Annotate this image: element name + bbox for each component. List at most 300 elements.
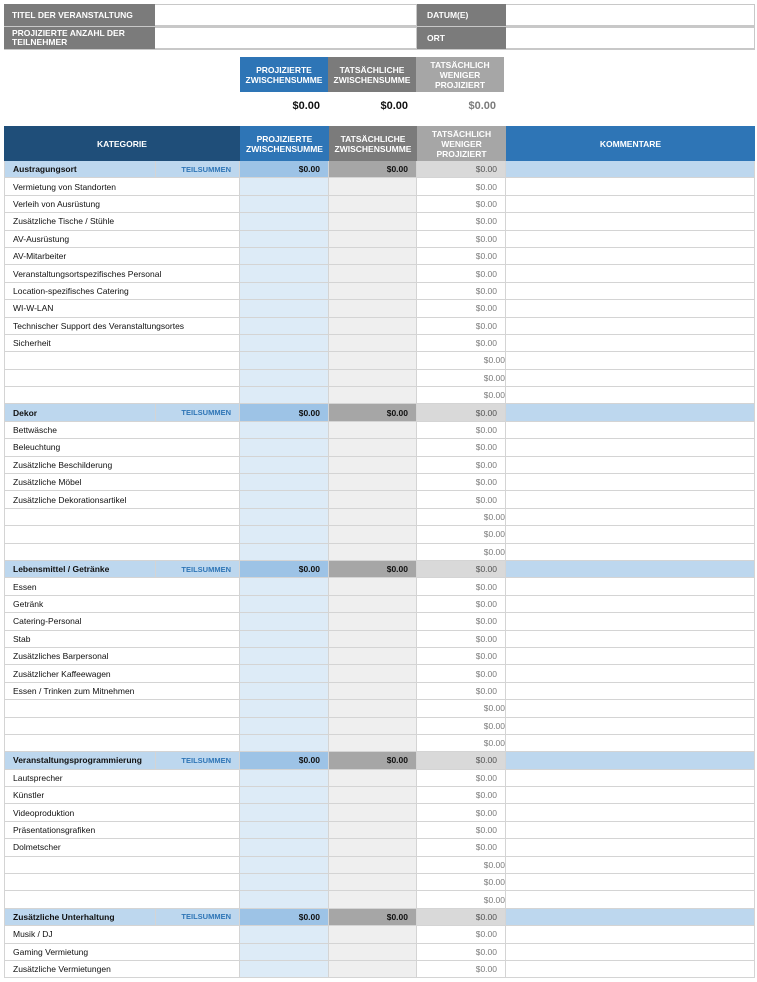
section-row: [4, 909, 755, 926]
item-category-cell[interactable]: Verleih von Ausrüstung: [4, 196, 240, 213]
item-comment-cell[interactable]: [506, 265, 755, 282]
event-header: [4, 4, 755, 50]
event-title-label: TITEL DER VERANSTALTUNG: [4, 4, 155, 26]
item-diff-cell: $0.00: [417, 265, 506, 282]
item-diff-cell: $0.00: [417, 544, 506, 561]
section-category-cell: [4, 752, 240, 769]
item-comment-cell[interactable]: [506, 874, 755, 891]
item-comment-cell[interactable]: [506, 787, 755, 804]
item-projected-cell[interactable]: [240, 318, 329, 335]
item-diff-cell: $0.00: [417, 926, 506, 943]
section-row: [4, 404, 755, 421]
item-category-cell[interactable]: Getränk: [4, 596, 240, 613]
col-category: KATEGORIE: [4, 126, 240, 161]
item-comment-cell[interactable]: [506, 718, 755, 735]
table-row: [4, 596, 755, 613]
item-diff-cell: $0.00: [417, 596, 506, 613]
summary-header: [240, 57, 504, 92]
item-actual-cell[interactable]: [329, 352, 417, 369]
table-row: [4, 926, 755, 943]
summary-diff-label: TATSÄCHLICH WENIGER PROJIZIERT: [416, 57, 504, 92]
table-row: [4, 352, 755, 369]
item-category-cell[interactable]: Zusätzliches Barpersonal: [4, 648, 240, 665]
item-actual-cell[interactable]: [329, 926, 417, 943]
table-row: [4, 944, 755, 961]
section-diff-subtotal: $0.00: [417, 161, 506, 178]
attendees-label: PROJIZIERTE ANZAHL DER TEILNEHMER: [4, 27, 155, 49]
item-actual-cell[interactable]: [329, 213, 417, 230]
section-diff-subtotal: $0.00: [417, 909, 506, 926]
item-comment-cell[interactable]: [506, 613, 755, 630]
table-row: [4, 804, 755, 821]
item-category-cell[interactable]: [4, 526, 240, 543]
date-label: DATUM(E): [417, 4, 506, 26]
table-row: [4, 735, 755, 752]
item-category-cell[interactable]: Musik / DJ: [4, 926, 240, 943]
table-row: [4, 248, 755, 265]
item-category-cell[interactable]: Zusätzliche Tische / Stühle: [4, 213, 240, 230]
table-row: [4, 787, 755, 804]
section-name: Dekor: [13, 407, 38, 418]
section-projected-subtotal: $0.00: [240, 752, 329, 769]
item-category-cell[interactable]: AV-Mitarbeiter: [4, 248, 240, 265]
table-row: [4, 439, 755, 456]
table-row: [4, 700, 755, 717]
item-category-cell[interactable]: Videoproduktion: [4, 804, 240, 821]
item-comment-cell[interactable]: [506, 683, 755, 700]
subtotal-label: TEILSUMMEN: [155, 161, 231, 177]
item-diff-cell: $0.00: [417, 509, 506, 526]
item-actual-cell[interactable]: [329, 665, 417, 682]
item-projected-cell[interactable]: [240, 787, 329, 804]
subtotal-label: TEILSUMMEN: [155, 909, 231, 925]
section-comment-cell[interactable]: [506, 161, 755, 178]
item-projected-cell[interactable]: [240, 526, 329, 543]
item-comment-cell[interactable]: [506, 491, 755, 508]
item-projected-cell[interactable]: [240, 891, 329, 908]
item-projected-cell[interactable]: [240, 839, 329, 856]
table-row: [4, 335, 755, 352]
item-diff-cell: $0.00: [417, 857, 506, 874]
table-row: [4, 857, 755, 874]
item-actual-cell[interactable]: [329, 770, 417, 787]
item-actual-cell[interactable]: [329, 648, 417, 665]
item-comment-cell[interactable]: [506, 648, 755, 665]
item-comment-cell[interactable]: [506, 665, 755, 682]
item-category-cell[interactable]: WI-W-LAN: [4, 300, 240, 317]
table-header: [4, 126, 755, 161]
table-row: [4, 648, 755, 665]
item-actual-cell[interactable]: [329, 300, 417, 317]
col-comments: KOMMENTARE: [506, 126, 755, 161]
item-projected-cell[interactable]: [240, 231, 329, 248]
section-projected-subtotal: $0.00: [240, 161, 329, 178]
date-input[interactable]: [506, 4, 755, 26]
table-row: [4, 491, 755, 508]
item-projected-cell[interactable]: [240, 457, 329, 474]
subtotal-label: TEILSUMMEN: [155, 404, 231, 420]
item-projected-cell[interactable]: [240, 248, 329, 265]
item-actual-cell[interactable]: [329, 231, 417, 248]
item-projected-cell[interactable]: [240, 370, 329, 387]
item-comment-cell[interactable]: [506, 335, 755, 352]
item-projected-cell[interactable]: [240, 474, 329, 491]
item-diff-cell: $0.00: [417, 352, 506, 369]
col-projected: PROJIZIERTE ZWISCHENSUMME: [240, 126, 329, 161]
item-diff-cell: $0.00: [417, 196, 506, 213]
item-projected-cell[interactable]: [240, 196, 329, 213]
table-row: [4, 474, 755, 491]
section-comment-cell[interactable]: [506, 752, 755, 769]
item-actual-cell[interactable]: [329, 944, 417, 961]
item-projected-cell[interactable]: [240, 700, 329, 717]
item-diff-cell: $0.00: [417, 526, 506, 543]
item-projected-cell[interactable]: [240, 665, 329, 682]
item-actual-cell[interactable]: [329, 457, 417, 474]
table-row: [4, 631, 755, 648]
item-projected-cell[interactable]: [240, 265, 329, 282]
item-diff-cell: $0.00: [417, 387, 506, 404]
item-actual-cell[interactable]: [329, 804, 417, 821]
item-comment-cell[interactable]: [506, 231, 755, 248]
item-projected-cell[interactable]: [240, 335, 329, 352]
item-actual-cell[interactable]: [329, 700, 417, 717]
section-category-cell: [4, 404, 240, 421]
item-category-cell[interactable]: Veranstaltungsortspezifisches Personal: [4, 265, 240, 282]
section-name: Veranstaltungsprogrammierung: [13, 755, 142, 766]
item-comment-cell[interactable]: [506, 804, 755, 821]
item-projected-cell[interactable]: [240, 422, 329, 439]
summary-actual-value: $0.00: [380, 100, 408, 112]
item-projected-cell[interactable]: [240, 648, 329, 665]
item-actual-cell[interactable]: [329, 335, 417, 352]
header-row-1: [4, 4, 755, 27]
table-row: [4, 578, 755, 595]
item-actual-cell[interactable]: [329, 196, 417, 213]
item-category-cell[interactable]: [4, 387, 240, 404]
item-comment-cell[interactable]: [506, 178, 755, 195]
section-diff-subtotal: $0.00: [417, 404, 506, 421]
item-projected-cell[interactable]: [240, 352, 329, 369]
budget-table: [4, 126, 755, 978]
item-actual-cell[interactable]: [329, 891, 417, 908]
item-projected-cell[interactable]: [240, 178, 329, 195]
table-row: [4, 613, 755, 630]
table-row: [4, 265, 755, 282]
item-projected-cell[interactable]: [240, 300, 329, 317]
section-name: Zusätzliche Unterhaltung: [13, 911, 115, 922]
item-projected-cell[interactable]: [240, 213, 329, 230]
location-label: ORT: [417, 27, 506, 49]
table-row: [4, 544, 755, 561]
item-comment-cell[interactable]: [506, 596, 755, 613]
item-category-cell[interactable]: [4, 700, 240, 717]
item-comment-cell[interactable]: [506, 248, 755, 265]
item-comment-cell[interactable]: [506, 526, 755, 543]
item-comment-cell[interactable]: [506, 578, 755, 595]
table-row: [4, 422, 755, 439]
item-diff-cell: $0.00: [417, 474, 506, 491]
item-category-cell[interactable]: [4, 718, 240, 735]
item-projected-cell[interactable]: [240, 857, 329, 874]
item-projected-cell[interactable]: [240, 491, 329, 508]
item-category-cell[interactable]: Sicherheit: [4, 335, 240, 352]
item-projected-cell[interactable]: [240, 961, 329, 978]
item-diff-cell: $0.00: [417, 631, 506, 648]
item-diff-cell: $0.00: [417, 648, 506, 665]
item-comment-cell[interactable]: [506, 457, 755, 474]
item-projected-cell[interactable]: [240, 926, 329, 943]
table-row: [4, 526, 755, 543]
item-projected-cell[interactable]: [240, 596, 329, 613]
item-comment-cell[interactable]: [506, 822, 755, 839]
item-comment-cell[interactable]: [506, 213, 755, 230]
item-actual-cell[interactable]: [329, 596, 417, 613]
section-comment-cell[interactable]: [506, 561, 755, 578]
item-category-cell[interactable]: [4, 352, 240, 369]
item-comment-cell[interactable]: [506, 961, 755, 978]
item-actual-cell[interactable]: [329, 578, 417, 595]
summary-diff-value: $0.00: [468, 100, 496, 112]
item-diff-cell: $0.00: [417, 804, 506, 821]
table-body: [4, 161, 755, 978]
section-category-cell: [4, 561, 240, 578]
summary-projected-label: PROJIZIERTE ZWISCHENSUMME: [240, 57, 328, 92]
item-actual-cell[interactable]: [329, 509, 417, 526]
item-actual-cell[interactable]: [329, 387, 417, 404]
table-row: [4, 178, 755, 195]
col-actual: TATSÄCHLICHE ZWISCHENSUMME: [329, 126, 417, 161]
item-category-cell[interactable]: Gaming Vermietung: [4, 944, 240, 961]
table-row: [4, 283, 755, 300]
item-diff-cell: $0.00: [417, 839, 506, 856]
table-row: [4, 891, 755, 908]
item-projected-cell[interactable]: [240, 735, 329, 752]
table-row: [4, 318, 755, 335]
item-diff-cell: $0.00: [417, 439, 506, 456]
item-actual-cell[interactable]: [329, 439, 417, 456]
item-actual-cell[interactable]: [329, 613, 417, 630]
item-diff-cell: $0.00: [417, 961, 506, 978]
item-comment-cell[interactable]: [506, 857, 755, 874]
item-category-cell[interactable]: Technischer Support des Veranstaltungsortes: [4, 318, 240, 335]
item-projected-cell[interactable]: [240, 718, 329, 735]
section-category-cell: [4, 909, 240, 926]
item-category-cell[interactable]: Beleuchtung: [4, 439, 240, 456]
item-projected-cell[interactable]: [240, 804, 329, 821]
item-actual-cell[interactable]: [329, 787, 417, 804]
item-diff-cell: $0.00: [417, 178, 506, 195]
section-actual-subtotal: $0.00: [329, 404, 417, 421]
item-actual-cell[interactable]: [329, 178, 417, 195]
item-comment-cell[interactable]: [506, 631, 755, 648]
item-comment-cell[interactable]: [506, 370, 755, 387]
item-category-cell[interactable]: Zusätzliche Vermietungen: [4, 961, 240, 978]
section-projected-subtotal: $0.00: [240, 909, 329, 926]
item-actual-cell[interactable]: [329, 283, 417, 300]
item-comment-cell[interactable]: [506, 387, 755, 404]
item-diff-cell: $0.00: [417, 283, 506, 300]
item-diff-cell: $0.00: [417, 822, 506, 839]
item-comment-cell[interactable]: [506, 544, 755, 561]
item-diff-cell: $0.00: [417, 683, 506, 700]
item-projected-cell[interactable]: [240, 683, 329, 700]
section-category-cell: [4, 161, 240, 178]
section-row: [4, 161, 755, 178]
item-category-cell[interactable]: Lautsprecher: [4, 770, 240, 787]
item-comment-cell[interactable]: [506, 509, 755, 526]
item-comment-cell[interactable]: [506, 283, 755, 300]
section-name: Austragungsort: [13, 164, 77, 175]
item-diff-cell: $0.00: [417, 335, 506, 352]
table-row: [4, 196, 755, 213]
item-projected-cell[interactable]: [240, 770, 329, 787]
item-category-cell[interactable]: Zusätzliche Möbel: [4, 474, 240, 491]
subtotal-label: TEILSUMMEN: [155, 561, 231, 577]
item-comment-cell[interactable]: [506, 439, 755, 456]
item-category-cell[interactable]: [4, 857, 240, 874]
item-category-cell[interactable]: Zusätzliche Dekorationsartikel: [4, 491, 240, 508]
table-row: [4, 300, 755, 317]
table-row: [4, 718, 755, 735]
item-projected-cell[interactable]: [240, 439, 329, 456]
item-actual-cell[interactable]: [329, 961, 417, 978]
item-category-cell[interactable]: [4, 544, 240, 561]
item-category-cell[interactable]: Präsentationsgrafiken: [4, 822, 240, 839]
item-actual-cell[interactable]: [329, 265, 417, 282]
section-row: [4, 561, 755, 578]
item-actual-cell[interactable]: [329, 631, 417, 648]
item-comment-cell[interactable]: [506, 700, 755, 717]
item-diff-cell: $0.00: [417, 770, 506, 787]
item-category-cell[interactable]: Künstler: [4, 787, 240, 804]
item-projected-cell[interactable]: [240, 944, 329, 961]
item-diff-cell: $0.00: [417, 874, 506, 891]
item-projected-cell[interactable]: [240, 613, 329, 630]
item-projected-cell[interactable]: [240, 283, 329, 300]
item-category-cell[interactable]: [4, 370, 240, 387]
summary-projected-value: $0.00: [292, 100, 320, 112]
section-projected-subtotal: $0.00: [240, 561, 329, 578]
item-category-cell[interactable]: [4, 509, 240, 526]
location-input[interactable]: [506, 27, 755, 49]
section-actual-subtotal: $0.00: [329, 752, 417, 769]
item-comment-cell[interactable]: [506, 352, 755, 369]
item-diff-cell: $0.00: [417, 300, 506, 317]
item-comment-cell[interactable]: [506, 300, 755, 317]
subtotal-label: TEILSUMMEN: [155, 752, 231, 768]
item-diff-cell: $0.00: [417, 718, 506, 735]
item-actual-cell[interactable]: [329, 735, 417, 752]
item-category-cell[interactable]: Dolmetscher: [4, 839, 240, 856]
item-diff-cell: $0.00: [417, 231, 506, 248]
item-comment-cell[interactable]: [506, 318, 755, 335]
item-actual-cell[interactable]: [329, 874, 417, 891]
item-projected-cell[interactable]: [240, 822, 329, 839]
item-actual-cell[interactable]: [329, 422, 417, 439]
item-comment-cell[interactable]: [506, 770, 755, 787]
table-row: [4, 839, 755, 856]
section-comment-cell[interactable]: [506, 909, 755, 926]
table-row: [4, 457, 755, 474]
item-projected-cell[interactable]: [240, 544, 329, 561]
section-diff-subtotal: $0.00: [417, 752, 506, 769]
item-actual-cell[interactable]: [329, 683, 417, 700]
item-category-cell[interactable]: [4, 735, 240, 752]
item-diff-cell: $0.00: [417, 248, 506, 265]
item-projected-cell[interactable]: [240, 874, 329, 891]
header-row-2: [4, 27, 755, 50]
item-category-cell[interactable]: Essen: [4, 578, 240, 595]
item-actual-cell[interactable]: [329, 544, 417, 561]
item-category-cell[interactable]: [4, 891, 240, 908]
item-comment-cell[interactable]: [506, 196, 755, 213]
item-actual-cell[interactable]: [329, 318, 417, 335]
item-actual-cell[interactable]: [329, 370, 417, 387]
item-actual-cell[interactable]: [329, 718, 417, 735]
table-row: [4, 509, 755, 526]
event-title-input[interactable]: [155, 4, 417, 26]
item-comment-cell[interactable]: [506, 422, 755, 439]
item-projected-cell[interactable]: [240, 509, 329, 526]
section-projected-subtotal: $0.00: [240, 404, 329, 421]
section-actual-subtotal: $0.00: [329, 561, 417, 578]
item-actual-cell[interactable]: [329, 248, 417, 265]
item-diff-cell: $0.00: [417, 422, 506, 439]
col-diff: TATSÄCHLICH WENIGER PROJIZIERT: [417, 126, 506, 161]
item-comment-cell[interactable]: [506, 926, 755, 943]
item-actual-cell[interactable]: [329, 857, 417, 874]
item-category-cell[interactable]: [4, 874, 240, 891]
item-actual-cell[interactable]: [329, 822, 417, 839]
item-comment-cell[interactable]: [506, 735, 755, 752]
table-row: [4, 231, 755, 248]
attendees-input[interactable]: [155, 27, 417, 49]
section-comment-cell[interactable]: [506, 404, 755, 421]
table-row: [4, 387, 755, 404]
item-diff-cell: $0.00: [417, 735, 506, 752]
item-actual-cell[interactable]: [329, 474, 417, 491]
item-diff-cell: $0.00: [417, 370, 506, 387]
item-actual-cell[interactable]: [329, 839, 417, 856]
item-projected-cell[interactable]: [240, 387, 329, 404]
item-actual-cell[interactable]: [329, 526, 417, 543]
item-category-cell[interactable]: Zusätzliche Beschilderung: [4, 457, 240, 474]
section-actual-subtotal: $0.00: [329, 909, 417, 926]
section-name: Lebensmittel / Getränke: [13, 564, 110, 575]
table-row: [4, 822, 755, 839]
table-row: [4, 874, 755, 891]
item-category-cell[interactable]: Vermietung von Standorten: [4, 178, 240, 195]
item-category-cell[interactable]: Bettwäsche: [4, 422, 240, 439]
item-comment-cell[interactable]: [506, 891, 755, 908]
item-projected-cell[interactable]: [240, 631, 329, 648]
item-category-cell[interactable]: Catering-Personal: [4, 613, 240, 630]
item-category-cell[interactable]: AV-Ausrüstung: [4, 231, 240, 248]
item-category-cell[interactable]: Zusätzlicher Kaffeewagen: [4, 665, 240, 682]
item-category-cell[interactable]: Essen / Trinken zum Mitnehmen: [4, 683, 240, 700]
item-diff-cell: $0.00: [417, 318, 506, 335]
item-comment-cell[interactable]: [506, 474, 755, 491]
item-actual-cell[interactable]: [329, 491, 417, 508]
item-category-cell[interactable]: Stab: [4, 631, 240, 648]
section-row: [4, 752, 755, 769]
item-comment-cell[interactable]: [506, 839, 755, 856]
item-projected-cell[interactable]: [240, 578, 329, 595]
item-comment-cell[interactable]: [506, 944, 755, 961]
item-category-cell[interactable]: Location-spezifisches Catering: [4, 283, 240, 300]
table-row: [4, 683, 755, 700]
